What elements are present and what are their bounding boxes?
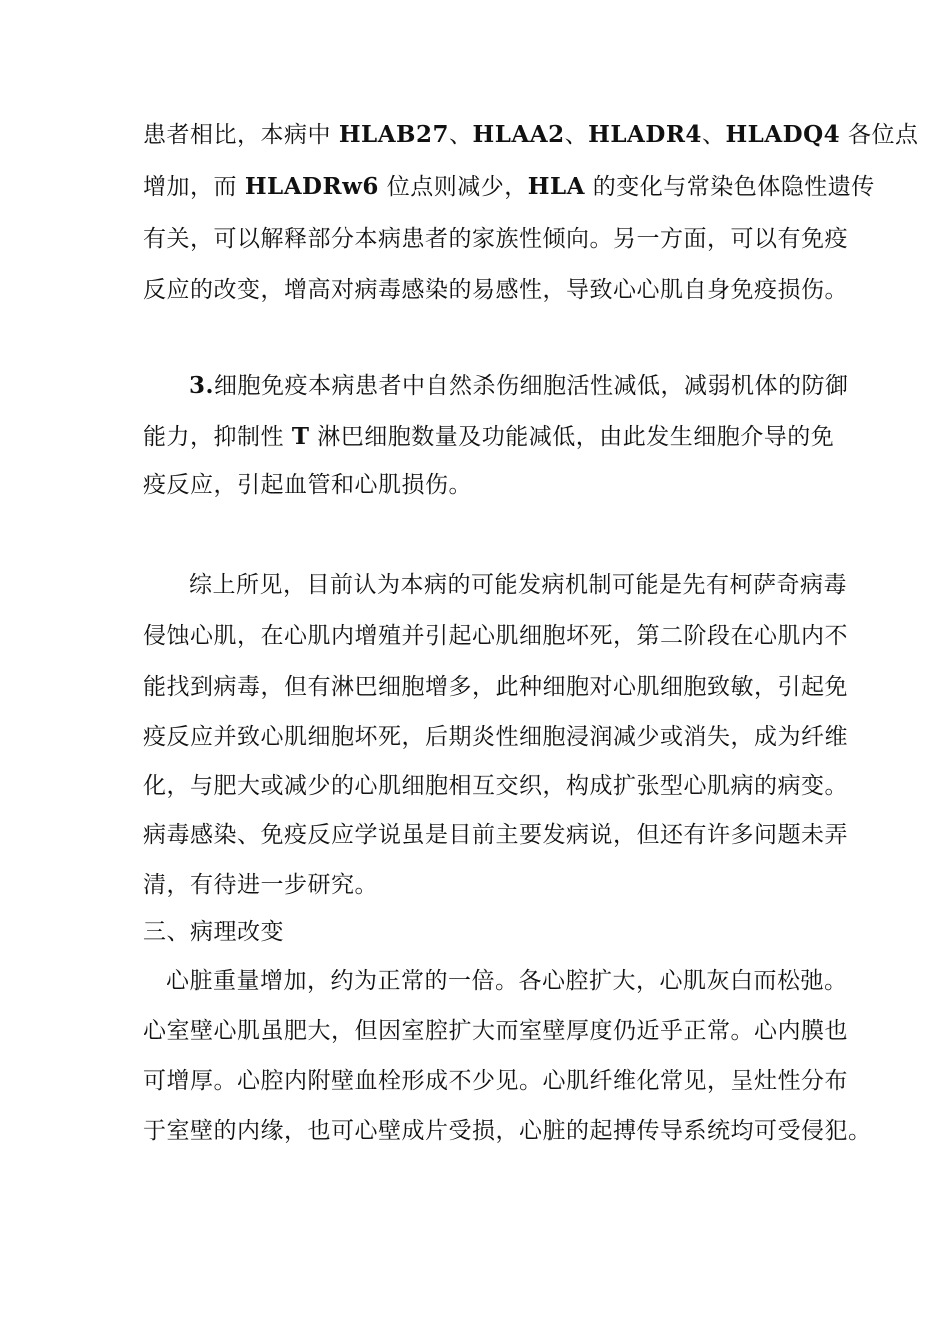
text-run: 各位点 bbox=[840, 122, 919, 148]
text-run: 化，与肥大或减少的心肌细胞相互交织，构成扩张型心肌病的病变。 bbox=[143, 773, 848, 799]
bold-term: T bbox=[291, 423, 310, 450]
text-run: 淋巴细胞数量及功能减低，由此发生细胞介导的免 bbox=[309, 424, 835, 450]
bold-term: HLA bbox=[527, 173, 585, 200]
text-line bbox=[143, 1063, 848, 1099]
text-run: 能力，抑制性 bbox=[143, 424, 292, 450]
text-line bbox=[189, 567, 847, 603]
text-run: 、 bbox=[449, 122, 473, 148]
text-run: 、 bbox=[564, 122, 589, 148]
text-line bbox=[143, 719, 848, 755]
text-line bbox=[143, 1013, 848, 1049]
text-run: 于室壁的内缘，也可心壁成片受损，心脏的起搏传导系统均可受侵犯。 bbox=[143, 1118, 872, 1144]
text-line bbox=[143, 169, 875, 205]
text-line bbox=[143, 669, 848, 705]
text-line bbox=[143, 419, 835, 455]
bold-term: HLADR4 bbox=[588, 121, 702, 148]
text-run: 病毒感染、免疫反应学说虽是目前主要发病说，但还有许多问题未弄 bbox=[143, 822, 848, 848]
text-run: 疫反应，引起血管和心肌损伤。 bbox=[143, 472, 472, 498]
text-run: 细胞免疫本病患者中自然杀伤细胞活性减低，减弱机体的防御 bbox=[214, 373, 849, 399]
bold-term: HLADQ4 bbox=[725, 121, 841, 148]
text-line bbox=[143, 272, 848, 308]
text-line bbox=[189, 368, 849, 404]
bold-term: 3. bbox=[189, 372, 215, 399]
text-run: 心脏重量增加，约为正常的一倍。各心腔扩大，心肌灰白而松弛。 bbox=[166, 968, 848, 994]
text-line bbox=[143, 768, 848, 804]
text-run: 清，有待进一步研究。 bbox=[143, 872, 378, 898]
text-line bbox=[166, 963, 848, 999]
text-run: 、 bbox=[701, 122, 726, 148]
bold-term: HLAA2 bbox=[472, 121, 565, 148]
text-run: 能找到病毒，但有淋巴细胞增多，此种细胞对心肌细胞致敏，引起免 bbox=[143, 674, 848, 700]
text-run: 患者相比，本病中 bbox=[143, 122, 339, 148]
section-heading: 三、病理改变 bbox=[143, 919, 284, 945]
text-line bbox=[143, 867, 813, 903]
text-run: 反应的改变，增高对病毒感染的易感性，导致心心肌自身免疫损伤。 bbox=[143, 277, 848, 303]
text-run: 心室壁心肌虽肥大，但因室腔扩大而室壁厚度仍近乎正常。心内膜也 bbox=[143, 1018, 848, 1044]
text-line bbox=[143, 467, 813, 503]
text-run: 增加，而 bbox=[143, 174, 245, 200]
text-run: 位点则减少， bbox=[378, 174, 528, 200]
bold-term: HLADRw6 bbox=[244, 173, 379, 200]
text-run: 侵蚀心肌，在心肌内增殖并引起心肌细胞坏死，第二阶段在心肌内不 bbox=[143, 623, 848, 649]
text-line bbox=[143, 817, 848, 853]
text-run: 有关，可以解释部分本病患者的家族性倾向。另一方面，可以有免疫 bbox=[143, 226, 848, 252]
text-run: 的变化与常染色体隐性遗传 bbox=[585, 174, 875, 200]
text-line bbox=[143, 618, 848, 654]
text-line bbox=[143, 221, 848, 257]
text-line bbox=[143, 1113, 872, 1149]
text-run: 综上所见，目前认为本病的可能发病机制可能是先有柯萨奇病毒 bbox=[189, 572, 847, 598]
text-run: 疫反应并致心肌细胞坏死，后期炎性细胞浸润减少或消失，成为纤维 bbox=[143, 724, 848, 750]
text-line bbox=[143, 117, 919, 153]
bold-term: HLAB27 bbox=[338, 121, 450, 148]
text-run: 可增厚。心腔内附壁血栓形成不少见。心肌纤维化常见，呈灶性分布 bbox=[143, 1068, 848, 1094]
